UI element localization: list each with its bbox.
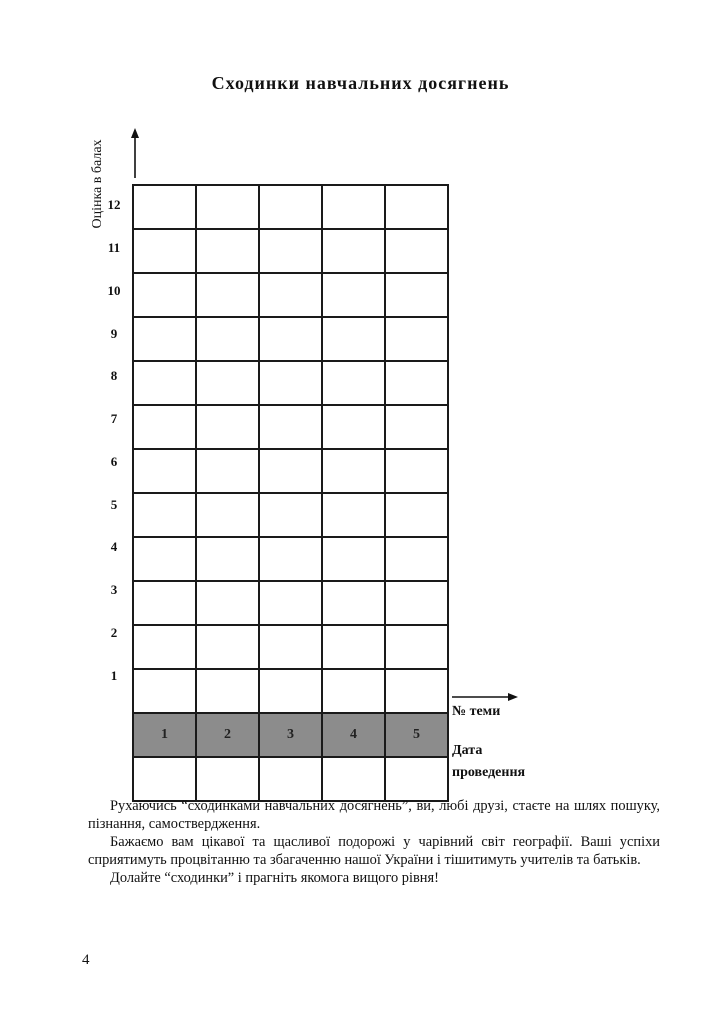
grid-cell [259,625,322,669]
grid-cell [196,405,259,449]
grid-cell [259,493,322,537]
grid-cell [196,669,259,713]
grid-cell [385,405,448,449]
grid-cell [385,669,448,713]
score-row [133,405,448,449]
score-level: 2 [110,624,118,640]
grid-cell [133,317,196,361]
grid-cell [322,229,385,273]
topic-number-cell: 2 [196,713,259,757]
date-label [452,740,562,784]
grid-cell [196,493,259,537]
date-cell [196,757,259,801]
date-label-line1: Дата [452,743,483,758]
grid-cell [322,405,385,449]
date-cell [385,757,448,801]
topic-number-cell: 4 [322,713,385,757]
grid-cell [259,229,322,273]
page-number: 4 [82,952,90,968]
paragraph: Рухаючись “сходинками навчальних досягнень”, ви, любі друзі, стаєте на шлях пошуку, пізнання, самоствердження. [88,798,660,832]
score-row [133,317,448,361]
grid-cell [322,625,385,669]
up-arrow-icon [128,128,142,178]
grid-cell [322,669,385,713]
date-cell [322,757,385,801]
score-row [133,229,448,273]
grid-cell [259,449,322,493]
score-row [133,493,448,537]
achievement-grid [132,184,449,802]
date-cell [133,757,196,801]
score-row [133,273,448,317]
grid-cell [196,317,259,361]
grid-cell [259,537,322,581]
grid-cell [259,405,322,449]
grid-cell [385,581,448,625]
grid-cell [322,317,385,361]
score-row [133,625,448,669]
grid-cell [196,185,259,229]
topic-number-cell: 5 [385,713,448,757]
grid-cell [133,229,196,273]
score-level: 1 [110,667,118,683]
topic-number-cell: 3 [259,713,322,757]
score-level: 6 [110,453,118,469]
grid-cell [322,361,385,405]
grid-cell [133,405,196,449]
grid-cell [385,361,448,405]
grid-cell [133,273,196,317]
grid-cell [322,273,385,317]
grid-cell [133,361,196,405]
topic-number-label: № теми [452,704,501,719]
score-level: 12 [107,197,121,213]
grid-cell [259,361,322,405]
score-row [133,185,448,229]
grid-cell [385,185,448,229]
grid-cell [133,625,196,669]
paragraph: Долайте “сходинки” і прагніть якомога вищого рівня! [110,870,439,886]
grid-cell [322,185,385,229]
grid-cell [133,493,196,537]
score-level: 3 [110,582,118,598]
grid-cell [259,185,322,229]
paragraph: Бажаємо вам цікавої та щасливої подорожі у чарівний світ географії. Ваші успіхи сприятимуть процвітанню та збагаченню нашої України і тішитимуть учителів та батьків. [88,834,660,868]
score-level: 11 [107,240,121,256]
grid-cell [385,537,448,581]
grid-cell [133,669,196,713]
grid-cell [259,581,322,625]
grid-cell [133,537,196,581]
grid-cell [133,449,196,493]
score-level: 4 [110,539,118,555]
y-axis-label-text: Оцінка в балах [90,139,105,229]
date-row [133,757,448,801]
topic-number-cell: 1 [133,713,196,757]
grid-cell [322,581,385,625]
grid-cell [196,449,259,493]
grid-cell [385,229,448,273]
date-cell [259,757,322,801]
score-row [133,449,448,493]
grid-cell [385,449,448,493]
grid-cell [322,537,385,581]
page-title: Сходинки навчальних досягнень [211,73,510,93]
score-row [133,537,448,581]
grid-cell [196,581,259,625]
grid-cell [322,449,385,493]
grid-cell [259,669,322,713]
score-level: 5 [110,496,118,512]
grid-cell [385,493,448,537]
grid-cell [322,493,385,537]
score-level: 8 [110,368,118,384]
topic-number-row [133,713,448,757]
score-row [133,581,448,625]
grid-cell [385,317,448,361]
grid-cell [196,625,259,669]
grid-cell [385,625,448,669]
grid-cell [133,581,196,625]
grid-cell [196,361,259,405]
score-row [133,361,448,405]
score-level: 9 [110,325,118,341]
grid-cell [196,537,259,581]
score-level: 7 [110,411,118,427]
intro-text [88,797,660,887]
grid-cell [259,317,322,361]
grid-cell [196,273,259,317]
grid-cell [259,273,322,317]
score-level-labels [100,184,128,697]
right-arrow-icon [452,690,518,704]
grid-cell [133,185,196,229]
score-level: 10 [107,282,121,298]
date-label-line2: проведення [452,765,526,780]
grid-cell [385,273,448,317]
score-row [133,669,448,713]
grid-cell [196,229,259,273]
